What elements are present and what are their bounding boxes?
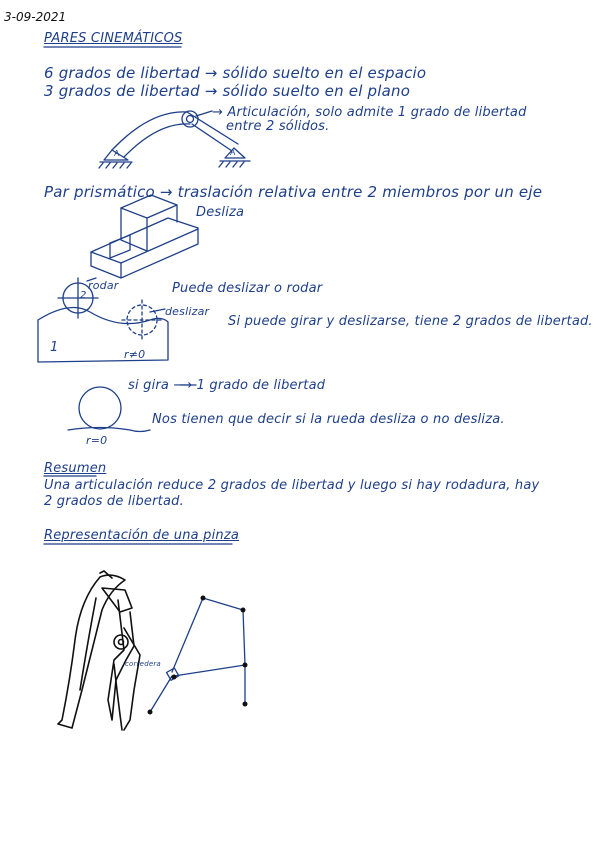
articulacion-text-2: entre 2 sólidos.	[226, 119, 330, 134]
line-6-grados: 6 grados de libertad → sólido suelto en el espacio	[44, 64, 427, 82]
body-number-1: 1	[50, 340, 59, 355]
resumen-heading: Resumen	[44, 461, 107, 476]
page-title: PARES CINEMÁTICOS	[44, 31, 183, 46]
desliza-label: Desliza	[196, 205, 245, 220]
schema-joints	[148, 596, 248, 715]
wheel-sketch	[68, 385, 196, 432]
deslizar-label: deslizar	[165, 305, 210, 318]
prismatic-sketch	[91, 195, 198, 278]
resumen-line-1: Una articulación reduce 2 grados de libertad y luego si hay rodadura, hay	[44, 478, 540, 493]
corredera-label: corredera	[125, 660, 161, 668]
svg-text:A: A	[114, 149, 120, 158]
si-puede-text: Si puede girar y deslizarse, tiene 2 grados de libertad.	[228, 314, 593, 329]
pinza-heading: Representación de una pinza	[44, 528, 240, 543]
pliers-drawing	[58, 571, 140, 730]
date: 3-09-2021	[4, 10, 67, 24]
linkage-sketch	[99, 111, 250, 168]
body-number-2: 2	[80, 290, 87, 301]
puede-text: Puede deslizar o rodar	[172, 281, 323, 296]
r-neq-zero: r≠0	[124, 348, 146, 361]
rodar-label: rodar	[88, 279, 119, 292]
nos-tienen-text: Nos tienen que decir si la rueda desliza o no desliza.	[152, 412, 505, 427]
line-3-grados: 3 grados de libertad → sólido suelto en el plano	[44, 82, 411, 100]
kinematic-schema	[150, 598, 245, 712]
r-eq-zero: r=0	[86, 434, 108, 447]
svg-text:A: A	[230, 148, 236, 157]
resumen-line-2: 2 grados de libertad.	[44, 494, 184, 509]
rolling-sketch	[38, 278, 168, 362]
prismatic-text: Par prismático → traslación relativa entre 2 miembros por un eje	[44, 183, 543, 201]
si-gira-text: si gira ⟶ 1 grado de libertad	[128, 378, 326, 393]
articulacion-text: → Articulación, solo admite 1 grado de libertad	[212, 105, 527, 120]
